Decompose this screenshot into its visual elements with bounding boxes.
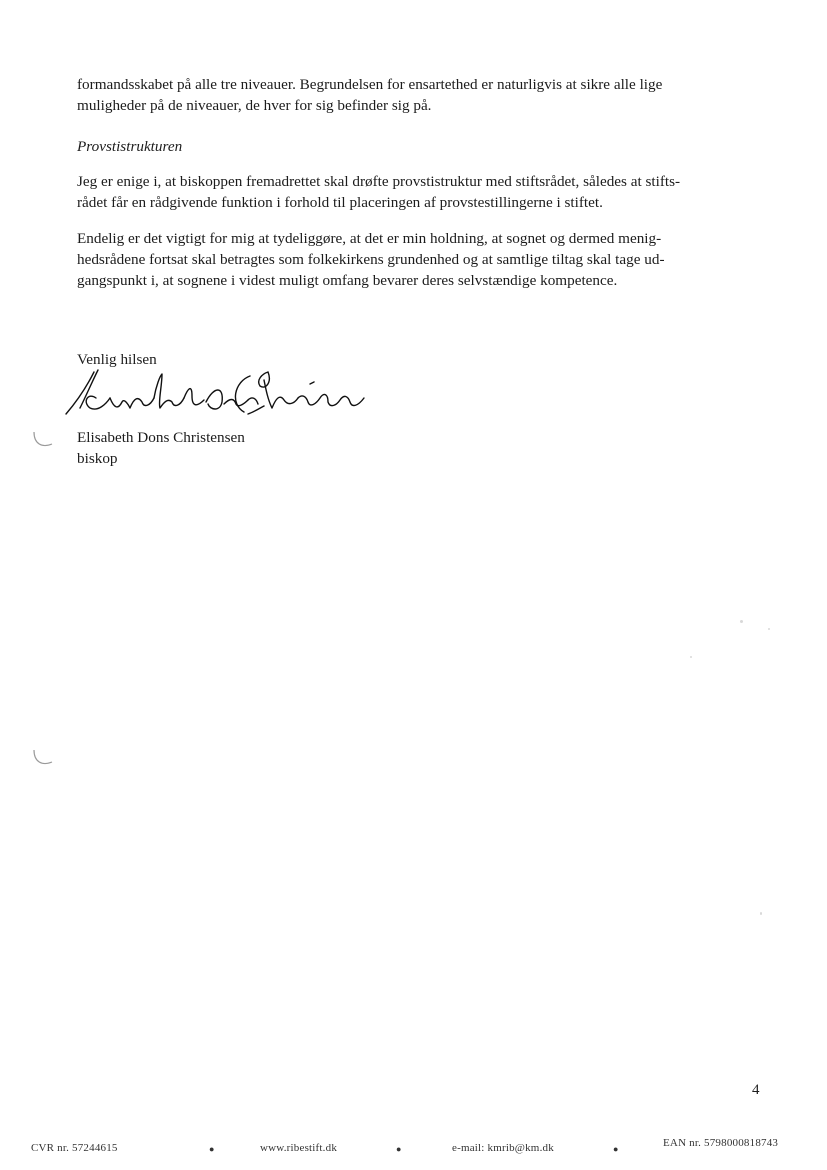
signer-title: biskop xyxy=(77,450,118,467)
page-number: 4 xyxy=(752,1082,760,1098)
handwritten-signature xyxy=(58,368,368,424)
section-heading: Provstistrukturen xyxy=(77,138,183,155)
body-paragraph-2 xyxy=(77,171,757,213)
text-line: rådet får en rådgivende funktion i forhold til placeringen af provstestillingerne i stiftet. xyxy=(77,194,603,211)
body-paragraph-1 xyxy=(77,74,757,116)
text-line: Endelig er det vigtigt for mig at tydeliggøre, at det er min holdning, at sognet og dermed menig- xyxy=(77,230,662,247)
text-line: muligheder på de niveauer, de hver for sig befinder sig på. xyxy=(77,97,432,114)
text-line: hedsrådene fortsat skal betragtes som folkekirkens grundenhed og at samtlige tiltag skal tage ud- xyxy=(77,251,665,268)
scan-speck xyxy=(740,620,743,623)
scan-speck xyxy=(768,628,770,630)
text-line: Jeg er enige i, at biskoppen fremadrettet skal drøfte provstistruktur med stiftsrådet, således at stifts- xyxy=(77,173,681,190)
footer-bullet: ● xyxy=(613,1144,619,1154)
footer-cvr: CVR nr. 57244615 xyxy=(31,1142,118,1154)
closing-salutation: Venlig hilsen xyxy=(77,351,157,368)
scan-speck xyxy=(760,912,762,915)
punch-hole-mark xyxy=(30,428,56,452)
footer-ean: EAN nr. 5798000818743 xyxy=(663,1137,779,1149)
footer-website: www.ribestift.dk xyxy=(260,1142,338,1154)
footer-bullet: ● xyxy=(209,1144,215,1154)
body-paragraph-3 xyxy=(77,228,757,291)
scan-speck xyxy=(690,656,692,658)
text-line: gangspunkt i, at sognene i videst muligt omfang bevarer deres selvstændige kompetence. xyxy=(77,272,618,289)
signer-block xyxy=(77,427,757,469)
signer-name: Elisabeth Dons Christensen xyxy=(77,429,245,446)
footer-bullet: ● xyxy=(396,1144,402,1154)
punch-hole-mark xyxy=(30,746,56,770)
text-line: formandsskabet på alle tre niveauer. Begrundelsen for ensartethed er naturligvis at sikre alle lige xyxy=(77,76,663,93)
footer-email: e-mail: kmrib@km.dk xyxy=(452,1142,554,1154)
